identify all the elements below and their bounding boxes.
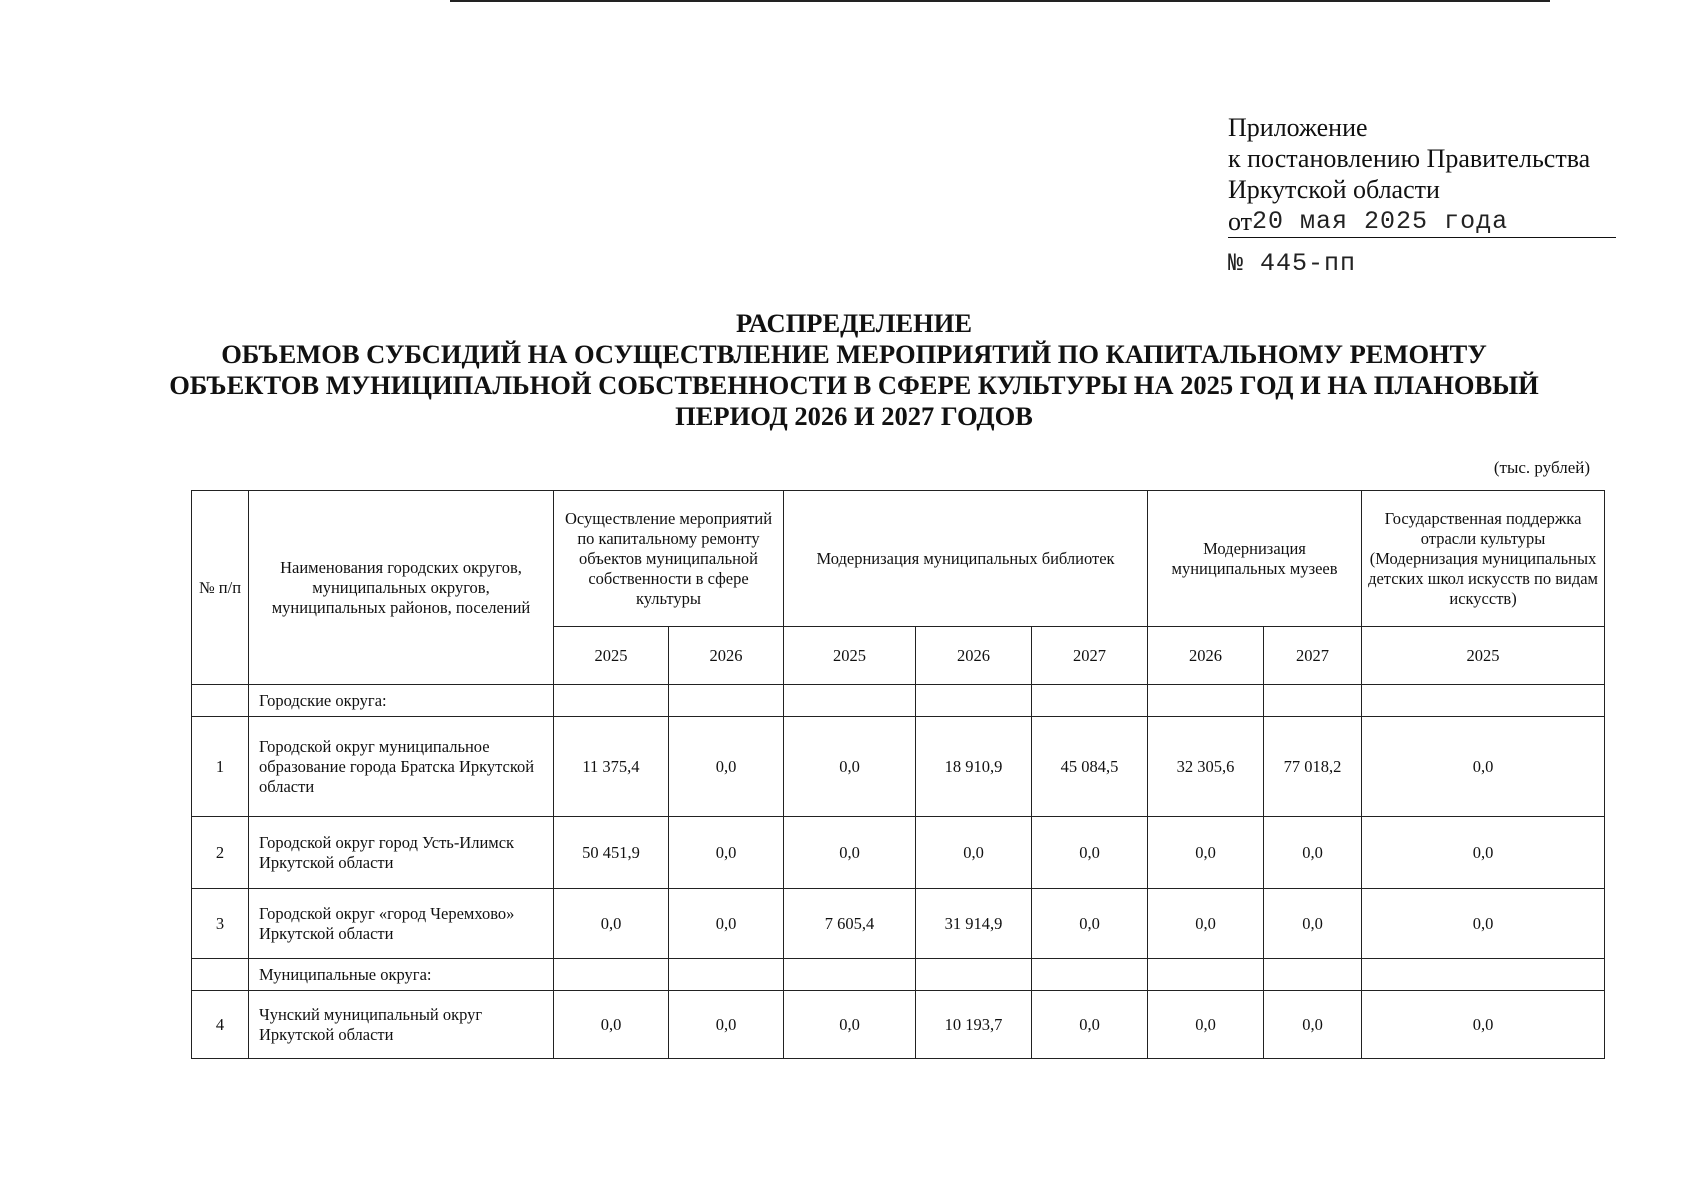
value-cell: 0,0 [1362,717,1605,817]
value-cell: 0,0 [1264,991,1362,1059]
header-library-modernization: Модернизация муниципальных библиотек [784,491,1148,627]
value-cell: 0,0 [669,991,784,1059]
row-num: 2 [192,817,249,889]
empty-cell [192,959,249,991]
subsidy-table [191,490,1605,1059]
section-label: Муниципальные округа: [249,959,554,991]
title-line-3: ОБЪЕКТОВ МУНИЦИПАЛЬНОЙ СОБСТВЕННОСТИ В СФЕРЕ КУЛЬТУРЫ НА 2025 ГОД И НА ПЛАНОВЫЙ [169,370,1539,400]
title-line-4: ПЕРИОД 2026 И 2027 ГОДОВ [675,401,1033,431]
year-header: 2025 [554,627,669,685]
empty-cell [1148,959,1264,991]
year-header: 2026 [916,627,1032,685]
empty-cell [1362,959,1605,991]
value-cell: 0,0 [669,817,784,889]
scan-top-edge-line [450,0,1550,2]
empty-cell [1362,685,1605,717]
value-cell: 50 451,9 [554,817,669,889]
document-title [150,308,1558,432]
value-cell: 18 910,9 [916,717,1032,817]
document-number: № 445-пп [1228,249,1357,278]
year-header: 2026 [1148,627,1264,685]
empty-cell [554,959,669,991]
value-cell: 0,0 [669,717,784,817]
appendix-block [1228,112,1628,279]
value-cell: 45 084,5 [1032,717,1148,817]
empty-cell [554,685,669,717]
row-name: Чунский муниципальный округ Иркутской области [249,991,554,1059]
row-name: Городской округ муниципальное образование города Братска Иркутской области [249,717,554,817]
appendix-resolution-ref: к постановлению Правительства [1228,144,1591,173]
date-value: 20 мая 2025 года [1252,207,1509,236]
year-header: 2027 [1032,627,1148,685]
value-cell: 11 375,4 [554,717,669,817]
date-prefix: от [1228,207,1253,236]
row-num: 4 [192,991,249,1059]
year-header: 2026 [669,627,784,685]
value-cell: 77 018,2 [1264,717,1362,817]
empty-cell [916,685,1032,717]
header-num: № п/п [192,491,249,685]
value-cell: 0,0 [1362,991,1605,1059]
value-cell: 0,0 [1264,817,1362,889]
appendix-date-row [1228,205,1616,238]
empty-cell [1032,685,1148,717]
value-cell: 0,0 [554,889,669,959]
header-name: Наименования городских округов, муниципальных округов, муниципальных районов, поселений [249,491,554,685]
section-label: Городские округа: [249,685,554,717]
value-cell: 0,0 [1032,889,1148,959]
value-cell: 0,0 [784,817,916,889]
value-cell: 0,0 [1264,889,1362,959]
empty-cell [1264,959,1362,991]
header-art-schools-support: Государственная поддержка отрасли культуры (Модернизация муниципальных детских школ искусств по видам искусств) [1362,491,1605,627]
title-line-2: ОБЪЕМОВ СУБСИДИЙ НА ОСУЩЕСТВЛЕНИЕ МЕРОПРИЯТИЙ ПО КАПИТАЛЬНОМУ РЕМОНТУ [221,339,1487,369]
value-cell: 0,0 [1362,889,1605,959]
value-cell: 0,0 [1032,991,1148,1059]
row-num: 1 [192,717,249,817]
year-header: 2027 [1264,627,1362,685]
value-cell: 31 914,9 [916,889,1032,959]
row-num: 3 [192,889,249,959]
row-name: Городской округ город Усть-Илимск Иркутской области [249,817,554,889]
value-cell: 10 193,7 [916,991,1032,1059]
year-header: 2025 [784,627,916,685]
empty-cell [669,959,784,991]
empty-cell [669,685,784,717]
table-row [192,817,1605,889]
value-cell: 0,0 [1032,817,1148,889]
empty-cell [916,959,1032,991]
section-row-municipal [192,959,1605,991]
value-cell: 0,0 [1148,991,1264,1059]
value-cell: 0,0 [1148,889,1264,959]
appendix-label: Приложение [1228,113,1368,142]
row-name: Городской округ «город Черемхово» Иркутской области [249,889,554,959]
header-capital-repair: Осуществление мероприятий по капитальному ремонту объектов муниципальной собственности в сфере культуры [554,491,784,627]
table-row [192,717,1605,817]
value-cell: 0,0 [916,817,1032,889]
units-label: (тыс. рублей) [1493,458,1590,477]
year-header: 2025 [1362,627,1605,685]
value-cell: 0,0 [669,889,784,959]
empty-cell [784,685,916,717]
table-row [192,991,1605,1059]
value-cell: 0,0 [784,991,916,1059]
section-row-city [192,685,1605,717]
value-cell: 0,0 [1362,817,1605,889]
value-cell: 32 305,6 [1148,717,1264,817]
value-cell: 7 605,4 [784,889,916,959]
empty-cell [784,959,916,991]
header-museum-modernization: Модернизация муниципальных музеев [1148,491,1362,627]
value-cell: 0,0 [554,991,669,1059]
empty-cell [1264,685,1362,717]
table-row [192,889,1605,959]
appendix-number-row [1228,246,1628,279]
title-line-1: РАСПРЕДЕЛЕНИЕ [735,308,973,338]
appendix-region: Иркутской области [1228,175,1440,204]
empty-cell [192,685,249,717]
empty-cell [1148,685,1264,717]
value-cell: 0,0 [1148,817,1264,889]
value-cell: 0,0 [784,717,916,817]
empty-cell [1032,959,1148,991]
